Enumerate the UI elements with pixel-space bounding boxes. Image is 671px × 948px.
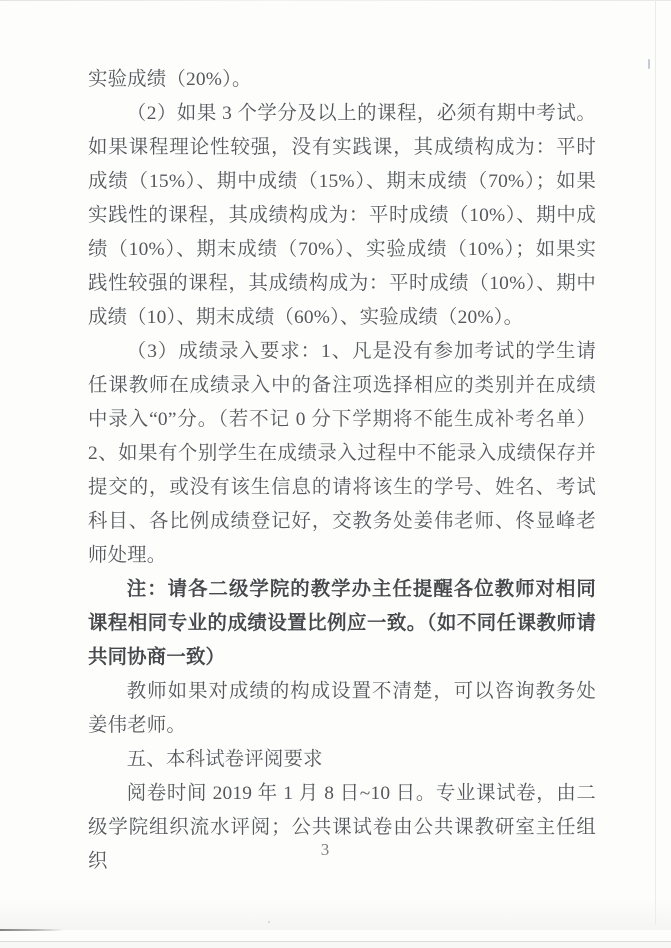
para-consult-academic-office: 教师如果对成绩的构成设置不清楚，可以咨询教务处姜伟老师。 <box>88 681 596 736</box>
scan-artifact-speck <box>268 921 270 923</box>
para-midterm-exam-rule: （2）如果 3 个学分及以上的课程，必须有期中考试。如果课程理论性较强，没有实践课，其成绩构成为：平时成绩（15%）、期中成绩（15%）、期末成绩（70%）；如果实践性的课程，其成绩构成为：平时成绩（10%）、期中成绩（10%）、期末成绩（70%）、实验成绩（10%）；如果实践性较强的课程，其成绩构成为：平时成绩（10%）、期中成绩（10）、期末成绩（60%）、实验成绩（20%）。 <box>88 103 596 328</box>
para-grade-entry-requirements: （3）成绩录入要求：1、凡是没有参加考试的学生请任课教师在成绩录入中的备注项选择相应的类别并在成绩中录入“0”分。（若不记 0 分下学期将不能生成补考名单）2、如果有个别学生在成绩录入过程中不能录入成绩保存并提交的，或没有该生信息的请将该生的学号、姓名、考试科目、各比例成绩登记好，交教务处姜伟老师、佟显峰老师处理。 <box>88 341 596 566</box>
scan-artifact-right-edge <box>655 0 656 925</box>
page-number: 3 <box>320 840 330 859</box>
scan-artifact-blue-mark <box>648 59 650 69</box>
section-heading-exam-paper-review: 五、本科试卷评阅要求 <box>126 749 323 770</box>
para-experiment-score-continuation: 实验成绩（20%）。 <box>88 69 252 90</box>
scan-artifact-bottom-band <box>0 942 671 948</box>
document-body <box>88 63 596 879</box>
scan-artifact-bottom-left-line <box>0 929 64 931</box>
scan-artifact-top-edge <box>0 0 671 1</box>
para-grading-schedule: 阅卷时间 2019 年 1 月 8 日~10 日。专业课试卷，由二级学院组织流水评阅；公共课试卷由公共课教研室主任组织 <box>88 783 596 872</box>
para-note-grade-ratio-consistency: 注：请各二级学院的教学办主任提醒各位教师对相同课程相同专业的成绩设置比例应一致。（如不同任课教师请共同协商一致） <box>88 579 596 668</box>
scan-artifact-bottom-shade <box>0 898 671 930</box>
